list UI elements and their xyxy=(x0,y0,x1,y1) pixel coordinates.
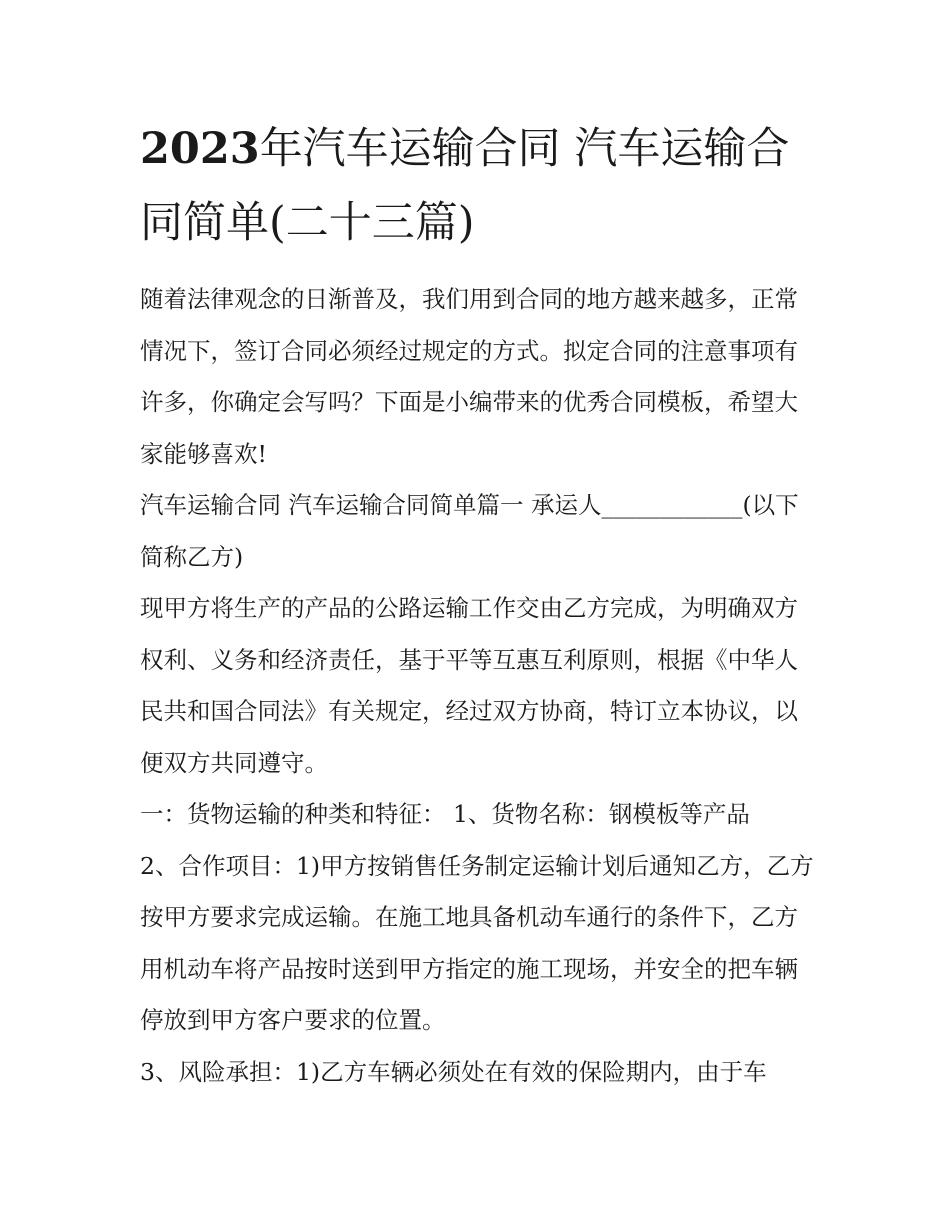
title-text: 年汽车运输合同 汽车运输合同简单(二十三篇) xyxy=(140,124,790,248)
title-year: 2023 xyxy=(140,124,260,174)
paragraph-carrier: 汽车运输合同 汽车运输合同简单篇一 承运人____________(以下简称乙方) xyxy=(140,491,799,571)
paragraph-cargo-type: 一：货物运输的种类和特征： 1、货物名称：钢模板等产品 xyxy=(140,800,750,828)
document-body xyxy=(140,112,820,1098)
paragraph-risk: 3、风险承担：1)乙方车辆必须处在有效的保险期内，由于车 xyxy=(140,1057,767,1086)
document-title xyxy=(140,112,820,260)
paragraph-intro: 随着法律观念的日渐普及，我们用到合同的地方越来越多，正常情况下，签订合同必须经过规定的方式。拟定合同的注意事项有许多，你确定会写吗？下面是小编带来的优秀合同模板，希望大家能够喜欢! xyxy=(140,285,798,468)
paragraph-purpose: 现甲方将生产的产品的公路运输工作交由乙方完成，为明确双方权利、义务和经济责任，基于平等互惠互利原则，根据《中华人民共和国合同法》有关规定，经过双方协商，特订立本协议，以便双方共同遵守。 xyxy=(140,594,798,777)
paragraph-cooperation: 2、合作项目：1)甲方按销售任务制定运输计划后通知乙方，乙方按甲方要求完成运输。在施工地具备机动车通行的条件下，乙方用机动车将产品按时送到甲方指定的施工现场，并安全的把车辆停放到甲方客户要求的位置。 xyxy=(140,851,814,1034)
